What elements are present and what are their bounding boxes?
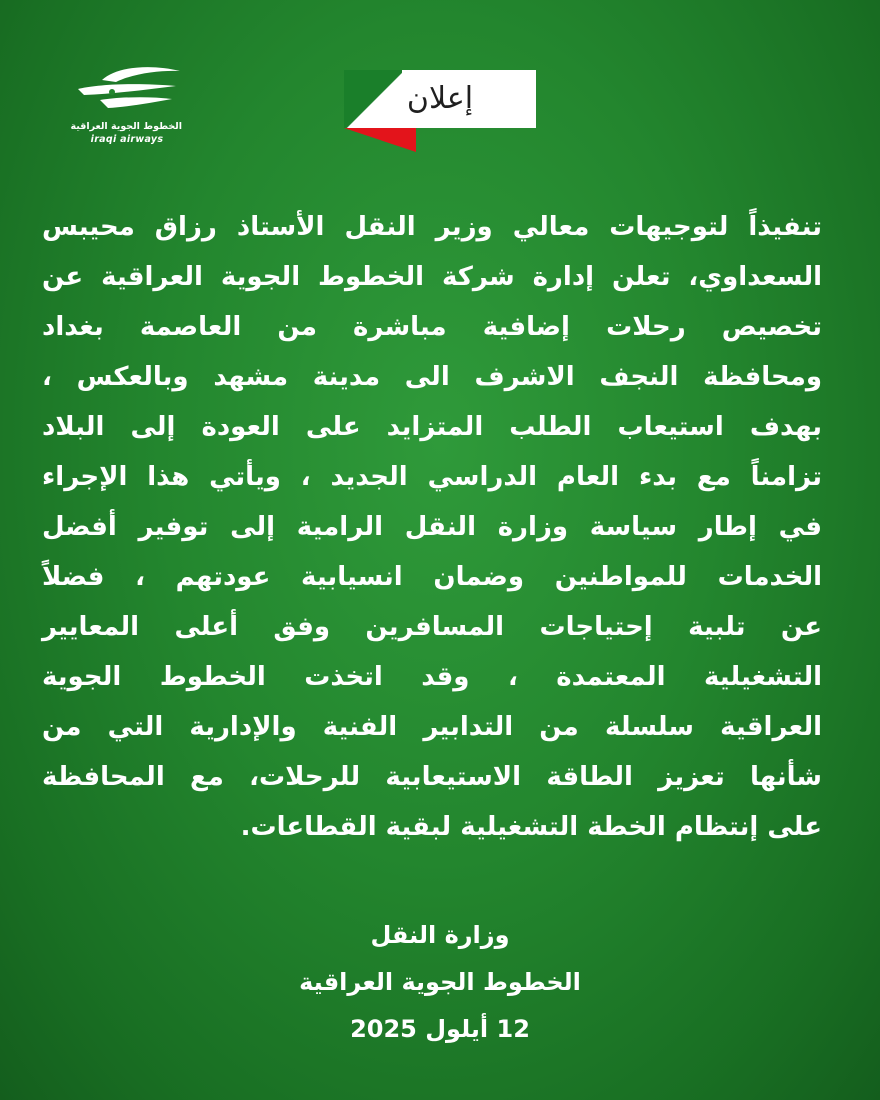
banner-title: إعلان: [406, 81, 474, 116]
announcement-line: في إطار سياسة وزارة النقل الرامية إلى توفير أفضل: [42, 512, 822, 542]
announcement-line: تخصيص رحلات إضافية مباشرة من العاصمة بغداد: [42, 312, 822, 342]
announcement-line: تنفيذاً لتوجيهات معالي وزير النقل الأستاذ رزاق محيبس: [42, 212, 822, 242]
announcement-line: العراقية سلسلة من التدابير الفنية والإدارية التي من: [42, 712, 822, 742]
announcement-line: التشغيلية المعتمدة ، وقد اتخذت الخطوط الجوية: [42, 662, 822, 692]
announcement-line: الخدمات للمواطنين وضمان انسيابية عودتهم ، فضلاً: [42, 562, 822, 592]
bird-emblem-icon: [72, 62, 187, 118]
signature-block: [0, 912, 880, 1053]
signature-ministry: وزارة النقل: [370, 921, 510, 949]
banner-red-ribbon: [344, 128, 416, 152]
signature-date: 12 أيلول 2025: [350, 1015, 530, 1043]
announcement-body: [42, 202, 822, 852]
announcement-line: بهدف استيعاب الطلب المتزايد على العودة إلى البلاد: [42, 412, 822, 442]
signature-company: الخطوط الجوية العراقية: [299, 968, 581, 996]
announcement-line: تزامناً مع بدء العام الدراسي الجديد ، ويأتي هذا الإجراء: [42, 462, 822, 492]
logo-arabic-text: الخطوط الجوية العراقية: [70, 121, 182, 132]
announcement-banner: [344, 70, 536, 152]
iraqi-airways-logo: [72, 62, 187, 152]
announcement-line: ومحافظة النجف الاشرف الى مدينة مشهد وبالعكس ،: [42, 362, 822, 392]
announcement-line: السعداوي، تعلن إدارة شركة الخطوط الجوية العراقية عن: [42, 262, 822, 292]
announcement-line: شأنها تعزيز الطاقة الاستيعابية للرحلات، مع المحافظة: [42, 762, 822, 792]
announcement-line: عن تلبية إحتياجات المسافرين وفق أعلى المعايير: [42, 612, 822, 642]
announcement-line: على إنتظام الخطة التشغيلية لبقية القطاعات.: [240, 812, 822, 842]
logo-english-text: iraqi airways: [90, 134, 164, 145]
